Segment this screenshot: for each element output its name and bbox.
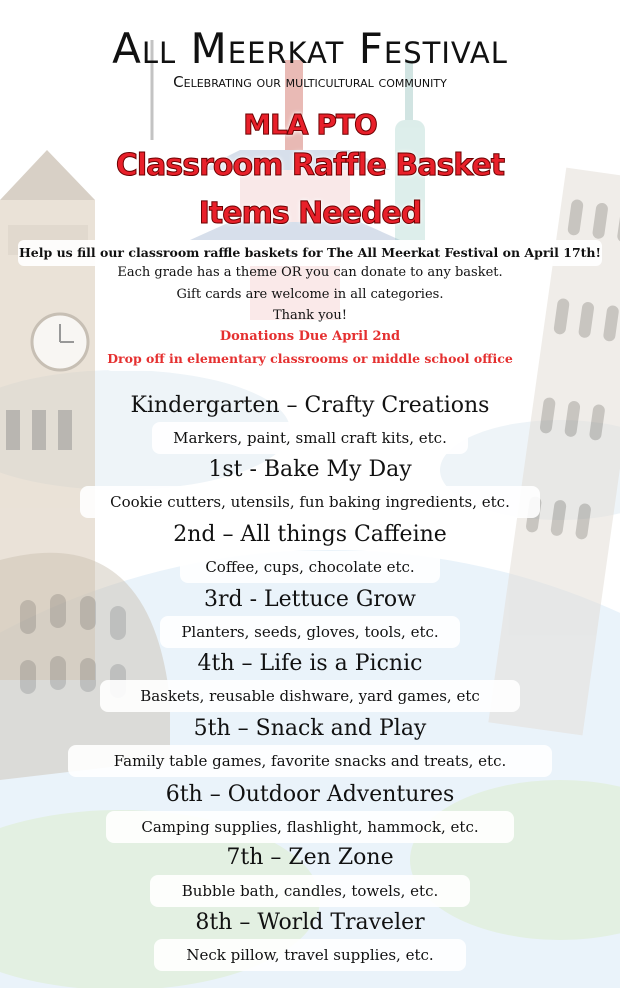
grade-theme: Kindergarten – Crafty Creations — [130, 393, 490, 418]
grade-items: Coffee, cups, chocolate etc. — [180, 551, 440, 583]
grade-theme: 7th – Zen Zone — [226, 845, 394, 870]
grade-items: Bubble bath, candles, towels, etc. — [150, 875, 470, 907]
organization-name: MLA PTO — [243, 108, 377, 141]
dropoff-location: Drop off in elementary classrooms or middle school office — [106, 347, 514, 371]
grade-items: Camping supplies, flashlight, hammock, etc. — [106, 811, 514, 843]
grade-items: Markers, paint, small craft kits, etc. — [152, 422, 468, 454]
grade-items: Neck pillow, travel supplies, etc. — [154, 939, 466, 971]
donation-deadline: Donations Due April 2nd — [214, 326, 406, 348]
intro-line-themes: Each grade has a theme OR you can donate to any basket. — [117, 265, 503, 280]
grade-theme: 6th – Outdoor Adventures — [165, 782, 455, 807]
grade-theme: 5th – Snack and Play — [193, 716, 427, 741]
festival-title: All Meerkat Festival — [112, 24, 508, 73]
grade-theme: 2nd – All things Caffeine — [173, 522, 447, 547]
grade-theme: 8th – World Traveler — [195, 910, 425, 935]
grade-theme: 1st - Bake My Day — [208, 457, 412, 482]
grade-items: Planters, seeds, gloves, tools, etc. — [160, 616, 460, 648]
help-message: Help us fill our classroom raffle baskets for The All Meerkat Festival on April 17th! — [18, 240, 602, 266]
festival-subtitle: Celebrating our multicultural community — [173, 73, 447, 91]
grade-theme: 4th – Life is a Picnic — [197, 651, 423, 676]
grade-items: Family table games, favorite snacks and treats, etc. — [68, 745, 552, 777]
headline-line2: Items Needed — [198, 196, 422, 231]
grade-items: Cookie cutters, utensils, fun baking ingredients, etc. — [80, 486, 540, 518]
headline-line1: Classroom Raffle Basket — [115, 148, 505, 183]
intro-line-thanks: Thank you! — [273, 308, 347, 323]
grade-items: Baskets, reusable dishware, yard games, etc — [100, 680, 520, 712]
intro-line-gift-cards: Gift cards are welcome in all categories. — [176, 287, 444, 302]
grade-theme: 3rd - Lettuce Grow — [204, 587, 416, 612]
